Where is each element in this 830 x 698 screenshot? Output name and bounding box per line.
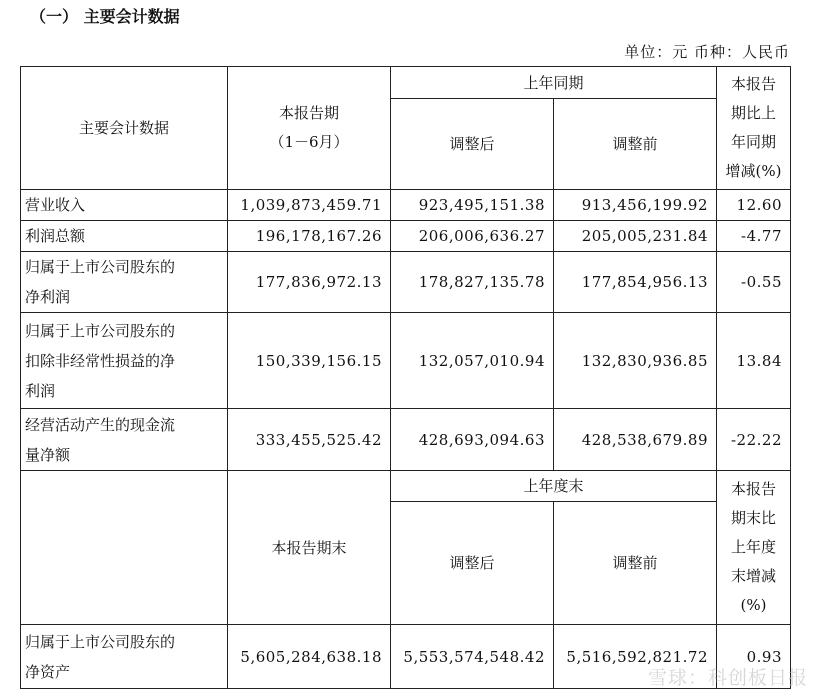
cell-adjusted-after: 206,006,636.27 xyxy=(391,221,554,252)
header-prior-year-group: 上年同期 xyxy=(391,67,717,99)
cell-adjusted-before: 428,538,679.89 xyxy=(554,409,717,471)
cell-adjusted-before: 132,830,936.85 xyxy=(554,313,717,409)
cell-change: 0.93 xyxy=(717,625,791,689)
header-current-period: 本报告期 （1－6月） xyxy=(228,67,391,190)
cell-current: 196,178,167.26 xyxy=(228,221,391,252)
cell-current: 5,605,284,638.18 xyxy=(228,625,391,689)
header-prior-year-end-group: 上年度末 xyxy=(391,471,717,502)
cell-current: 150,339,156.15 xyxy=(228,313,391,409)
cell-change: 12.60 xyxy=(717,190,791,221)
cell-adjusted-after: 132,057,010.94 xyxy=(391,313,554,409)
cell-adjusted-after: 428,693,094.63 xyxy=(391,409,554,471)
table-row xyxy=(21,252,791,313)
row-label: 归属于上市公司股东的 净利润 xyxy=(21,252,228,313)
cell-current: 177,836,972.13 xyxy=(228,252,391,313)
cell-change: -22.22 xyxy=(717,409,791,471)
table-row xyxy=(21,190,791,221)
table-row xyxy=(21,409,791,471)
row-label: 营业收入 xyxy=(21,190,228,221)
row-label: 经营活动产生的现金流 量净额 xyxy=(21,409,228,471)
cell-change: 13.84 xyxy=(717,313,791,409)
cell-current: 1,039,873,459.71 xyxy=(228,190,391,221)
cell-change: -4.77 xyxy=(717,221,791,252)
table-row xyxy=(21,625,791,689)
cell-adjusted-after: 178,827,135.78 xyxy=(391,252,554,313)
header-adjusted-after: 调整后 xyxy=(391,99,554,190)
cell-current: 333,455,525.42 xyxy=(228,409,391,471)
watermark: 雪球：科创板日报 xyxy=(647,667,808,689)
header-change-percent: 本报告 期末比 上年度 末增减 (%) xyxy=(717,471,791,625)
cell-adjusted-before: 5,516,592,821.72 xyxy=(554,625,717,689)
cell-adjusted-before: 913,456,199.92 xyxy=(554,190,717,221)
row-label: 归属于上市公司股东的 扣除非经常性损益的净 利润 xyxy=(21,313,228,409)
header-main-data: 主要会计数据 xyxy=(21,67,228,190)
header-blank xyxy=(21,471,228,625)
header-adjusted-before: 调整前 xyxy=(554,502,717,625)
unit-currency-line: 单位：元 币种：人民币 xyxy=(624,43,790,61)
row-label: 归属于上市公司股东的 净资产 xyxy=(21,625,228,689)
table-row xyxy=(21,313,791,409)
header-change-percent: 本报告 期比上 年同期 增减(%) xyxy=(717,67,791,190)
section-heading: （一） 主要会计数据 xyxy=(30,7,180,26)
accounting-data-table xyxy=(20,66,791,689)
cell-adjusted-before: 177,854,956.13 xyxy=(554,252,717,313)
cell-adjusted-after: 923,495,151.38 xyxy=(391,190,554,221)
cell-adjusted-before: 205,005,231.84 xyxy=(554,221,717,252)
row-label: 利润总额 xyxy=(21,221,228,252)
header-period-end: 本报告期末 xyxy=(228,471,391,625)
cell-change: -0.55 xyxy=(717,252,791,313)
cell-adjusted-after: 5,553,574,548.42 xyxy=(391,625,554,689)
table-row xyxy=(21,221,791,252)
header-adjusted-before: 调整前 xyxy=(554,99,717,190)
header-adjusted-after: 调整后 xyxy=(391,502,554,625)
